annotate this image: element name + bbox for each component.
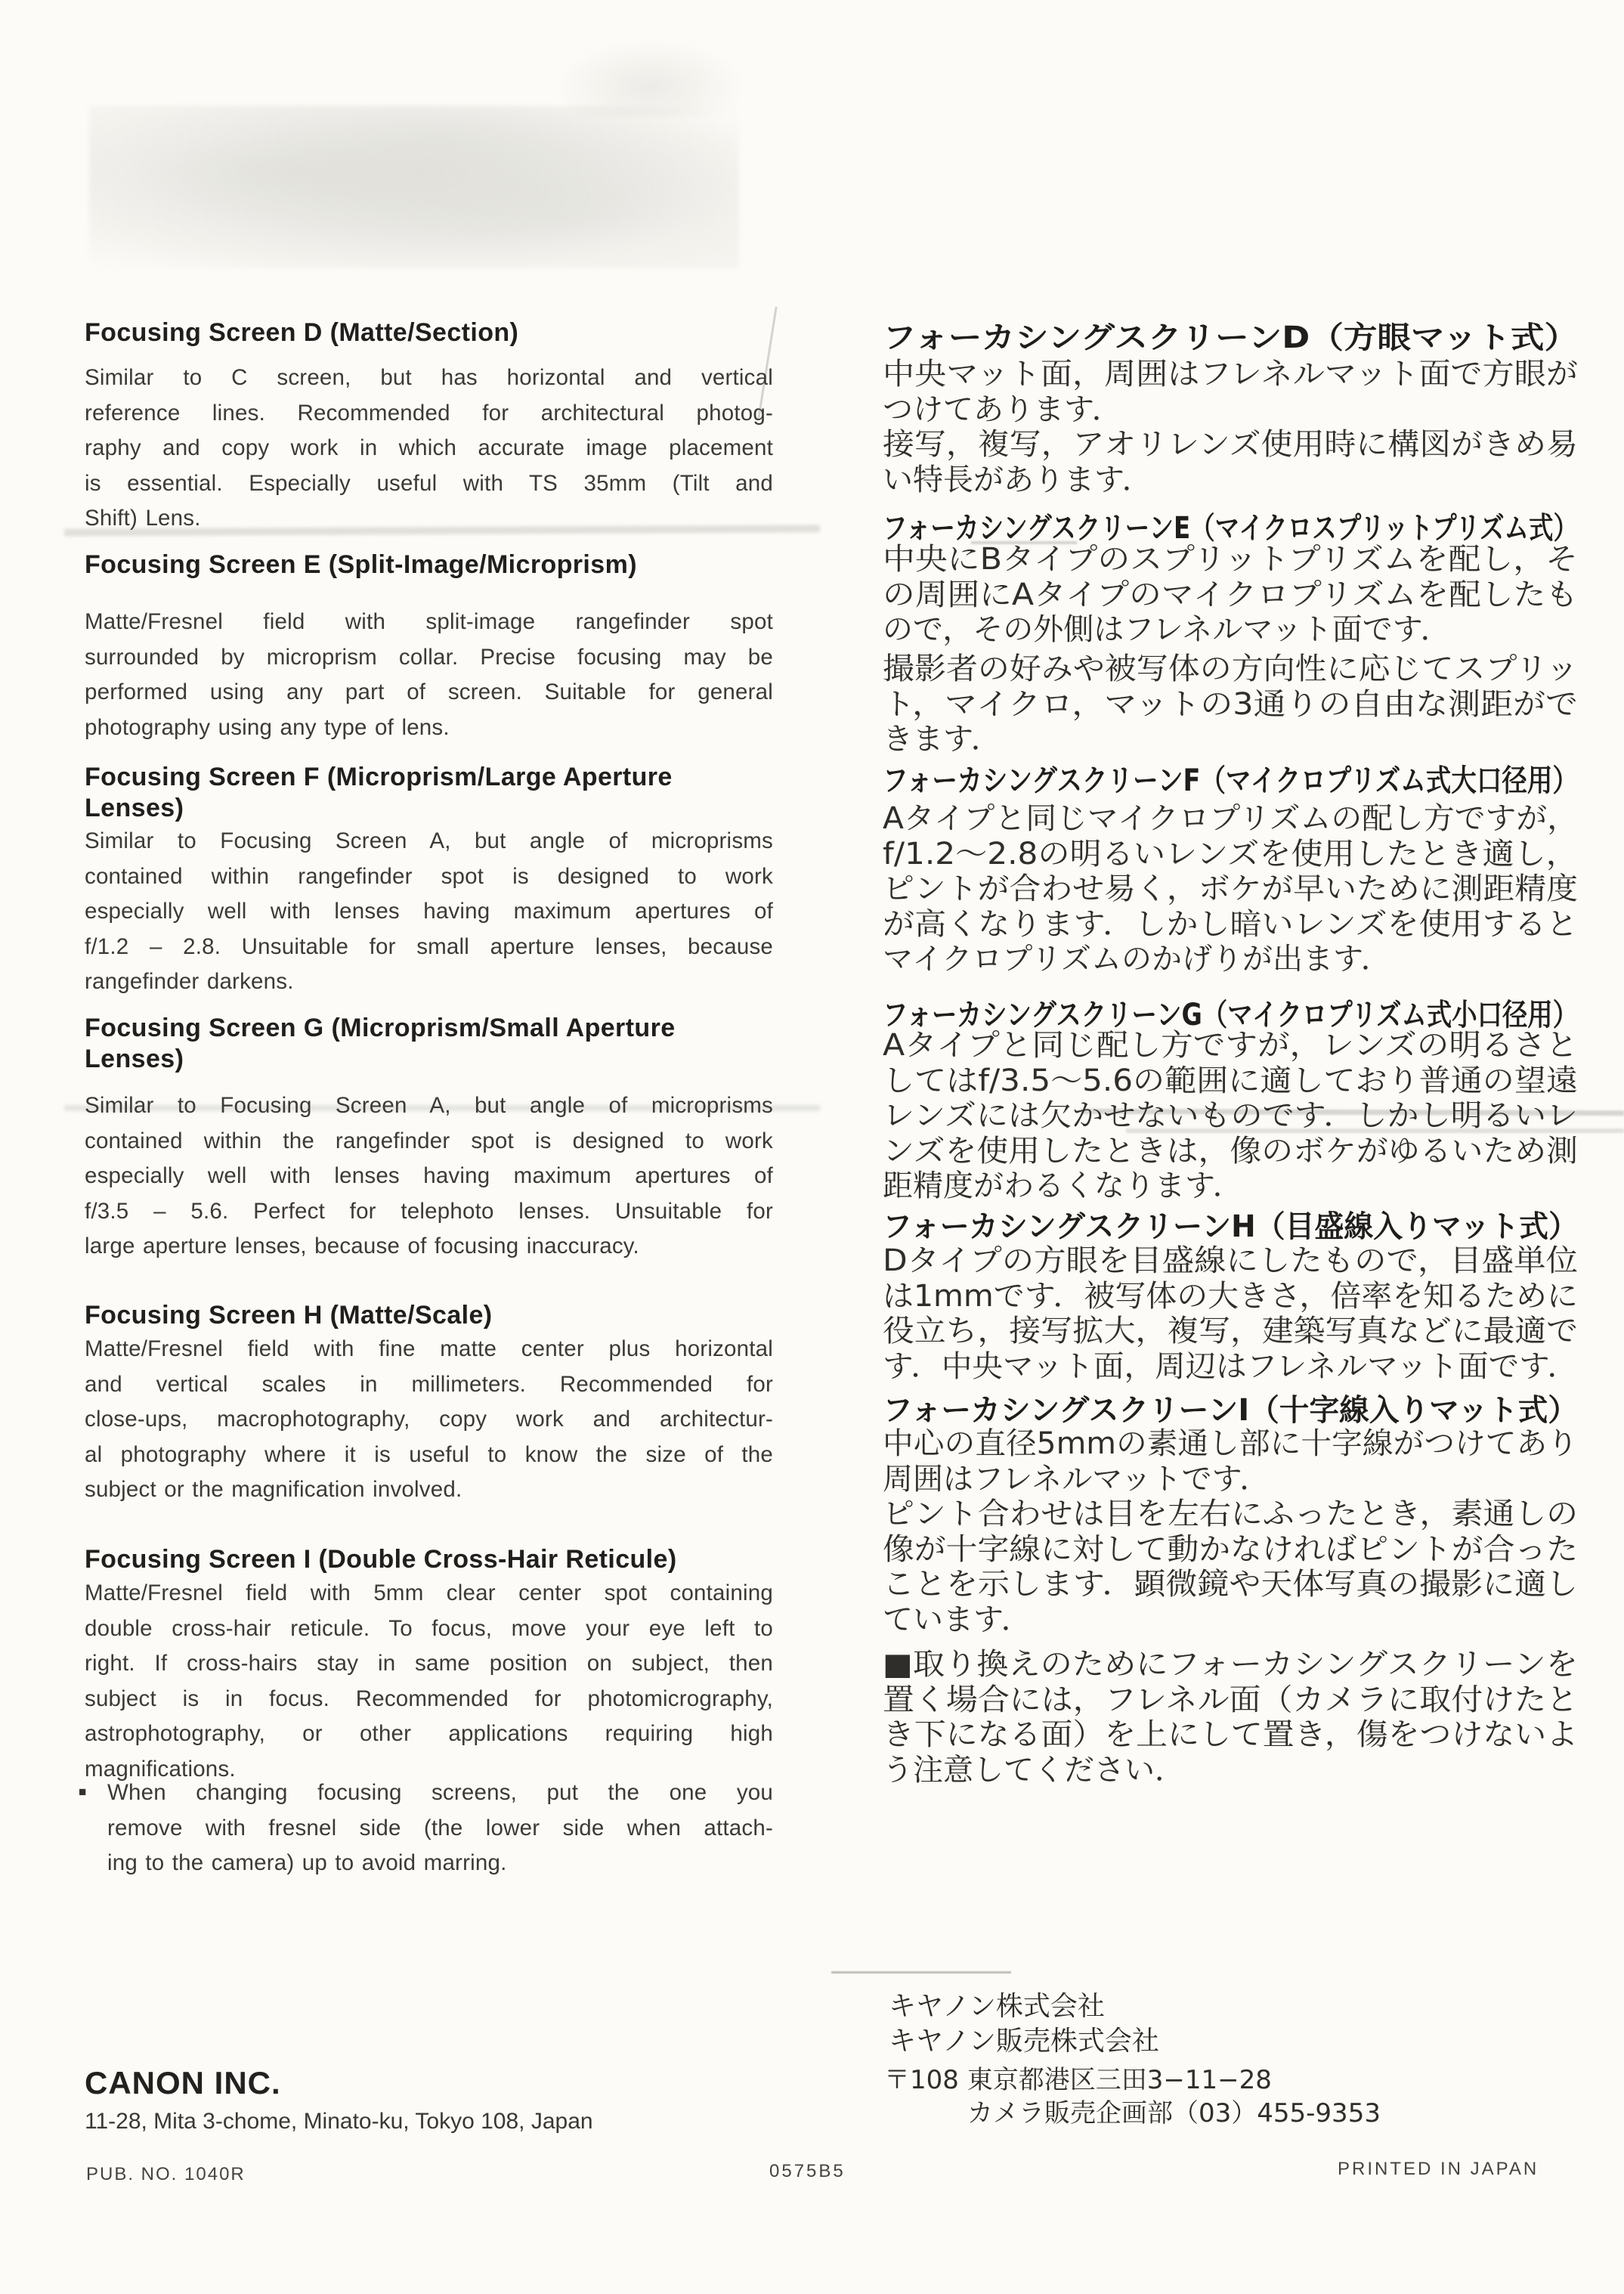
text-block (883, 801, 1578, 977)
text-block (85, 1088, 773, 1265)
text-line: f/3.5 – 5.6. Perfect for telephoto lenses. Unsuitable for (85, 1198, 773, 1224)
text-block (85, 550, 773, 580)
heading-line: フォーカシングスクリーンD（方眼マット式） (883, 320, 1579, 355)
jp-sales-company: キヤノン販売株式会社 (889, 2026, 1159, 2057)
text-line: は1mmです．被写体の大きさ，倍率を知るために (883, 1278, 1578, 1314)
text-line: rangefinder darkens. (85, 969, 294, 994)
text-line: 接写，複写，アオリレンズ使用時に構図がきめ易 (883, 427, 1578, 462)
text-block (85, 1576, 773, 1787)
text-block (85, 317, 773, 348)
text-line: is essential. Especially useful with TS 35mm (Tilt and (85, 470, 773, 496)
text-lines (883, 1426, 1578, 1497)
heading-line: フォーカシングスクリーンH（目盛線入りマット式） (883, 1209, 1578, 1244)
text-line: surrounded by microprism collar. Precise focusing may be (85, 644, 773, 670)
text-line: especially well with lenses having maximum apertures of (85, 899, 773, 924)
text-line: f/1.2〜2.8の明るいレンズを使用したとき適し， (883, 836, 1578, 871)
heading-line: Lenses) (85, 794, 184, 822)
text-line: 中央にBタイプのスプリットプリズムを配し，そ (883, 542, 1578, 577)
text-lines (883, 511, 1578, 546)
text-line: ト，マイクロ，マットの3通りの自由な測距がで (883, 686, 1578, 722)
text-block (85, 1300, 773, 1331)
text-lines (85, 762, 773, 824)
text-line: う注意してください． (883, 1752, 1185, 1788)
text-line: contained within rangefinder spot is designed to work (85, 863, 773, 889)
text-line: right. If cross-hairs stay in same position on subject, then (85, 1651, 773, 1676)
text-line: al photography where it is useful to know the size of the (85, 1441, 773, 1467)
text-lines (85, 1544, 773, 1575)
text-line: close-ups, macrophotography, copy work and architectur- (85, 1407, 773, 1432)
heading-line: Focusing Screen G (Microprism/Small Aperture (85, 1014, 676, 1042)
text-lines (883, 1393, 1578, 1428)
text-lines (883, 1243, 1578, 1384)
heading-line: Focusing Screen H (Matte/Scale) (85, 1301, 493, 1330)
text-line: 周囲はフレネルマットです． (883, 1461, 1270, 1497)
text-block (883, 652, 1578, 757)
text-block (85, 1332, 773, 1508)
text-line: When changing focusing screens, put the one you (107, 1780, 773, 1805)
text-lines (883, 801, 1578, 977)
jp-department-phone: カメラ販売企画部（03）455-9353 (967, 2098, 1381, 2128)
text-block (883, 1497, 1578, 1637)
text-lines (883, 652, 1578, 757)
heading-line: フォーカシングスクリーンE（マイクロスプリットプリズム式） (883, 511, 1578, 546)
text-line: レンズには欠かせないものです．しかし明るいレ (883, 1098, 1579, 1133)
heading-line: Focusing Screen D (Matte/Section) (85, 318, 519, 347)
text-lines (883, 1209, 1578, 1244)
text-lines (85, 1300, 773, 1331)
text-line: double cross-hair reticule. To focus, move your eye left to (85, 1615, 773, 1641)
text-line: 撮影者の好みや被写体の方向性に応じてスプリッ (883, 652, 1579, 686)
text-line: subject is in focus. Recommended for photomicrography, (85, 1686, 773, 1711)
publication-number: PUB. NO. 1040R (86, 2164, 246, 2184)
text-line: ので，その外側はフレネルマット面です． (883, 612, 1451, 647)
company-name: CANON INC. (85, 2065, 281, 2101)
text-line: Aタイプと同じ配し方ですが，レンズの明るさと (883, 1028, 1578, 1063)
text-block (883, 1028, 1578, 1204)
heading-line: Focusing Screen F (Microprism/Large Aperture (85, 763, 673, 791)
text-block (79, 1775, 773, 1881)
heading-line: Lenses) (85, 1045, 184, 1073)
text-lines (883, 1647, 1578, 1788)
text-line: 距精度がわるくなります． (883, 1169, 1243, 1203)
text-lines (85, 1576, 773, 1787)
printed-in-japan: PRINTED IN JAPAN (1338, 2159, 1539, 2179)
text-line: き下になる面）を上にして置き，傷をつけないよ (883, 1717, 1579, 1752)
text-line: マイクロプリズムのかげりが出ます． (883, 942, 1391, 977)
text-line: してはf/3.5〜5.6の範囲に適しており普通の望遠 (883, 1063, 1579, 1098)
text-line: raphy and copy work in which accurate image placement (85, 435, 773, 460)
text-line: Shift) Lens. (85, 506, 201, 531)
text-line: ピントが合わせ易く，ボケが早いために測距精度 (883, 871, 1578, 906)
text-block (85, 824, 773, 1000)
heading-line: フォーカシングスクリーンF（マイクロプリズム式大口径用） (883, 763, 1578, 798)
text-line: large aperture lenses, because of focusing inaccuracy. (85, 1234, 639, 1258)
text-line: ing to the camera) up to avoid marring. (107, 1850, 507, 1875)
text-block (85, 1544, 773, 1575)
note-bullet-icon: ■ (79, 1785, 87, 1799)
text-line: astrophotography, or other applications requiring high (85, 1721, 773, 1746)
jp-company-name: キヤノン株式会社 (889, 1991, 1105, 2022)
text-line: remove with fresnel side (the lower side when attach- (107, 1815, 773, 1840)
text-line: contained within the rangefinder spot is designed to work (85, 1128, 773, 1153)
text-block (883, 1209, 1578, 1244)
text-line: ■取り換えのためにフォーカシングスクリーンを (883, 1647, 1578, 1682)
heading-line: Focusing Screen E (Split-Image/Microprism) (85, 550, 637, 579)
text-lines (85, 1332, 773, 1508)
text-line: magnifications. (85, 1756, 236, 1782)
text-block (883, 357, 1578, 497)
text-block (85, 605, 773, 745)
print-code: 0575B5 (769, 2161, 846, 2181)
heading-line: フォーカシングスクリーンI（十字線入りマット式） (883, 1393, 1578, 1428)
english-column (79, 0, 773, 2294)
heading-line: Focusing Screen I (Double Cross-Hair Reticule) (85, 1545, 677, 1574)
text-lines (85, 1013, 773, 1075)
text-line: す．中央マット面，周辺はフレネルマット面です． (883, 1348, 1579, 1384)
text-line: f/1.2 – 2.8. Unsuitable for small aperture lenses, because (85, 933, 773, 959)
text-line: Matte/Fresnel field with 5mm clear center spot containing (85, 1580, 773, 1605)
text-line: Similar to C screen, but has horizontal and vertical (85, 365, 773, 390)
text-line: ことを示します．顕微鏡や天体写真の撮影に適し (883, 1567, 1579, 1602)
text-line: especially well with lenses having maximum apertures of (85, 1163, 773, 1188)
text-line: Similar to Focusing Screen A, but angle of microprisms (85, 1093, 773, 1118)
text-line: Matte/Fresnel field with fine matte center plus horizontal (85, 1336, 773, 1361)
text-line: 置く場合には，フレネル面（カメラに取付けたと (883, 1682, 1579, 1717)
text-line: が高くなります．しかし暗いレンズを使用すると (883, 906, 1579, 942)
text-line: ピント合わせは目を左右にふったとき，素通しの (883, 1497, 1579, 1531)
text-line: photography using any type of lens. (85, 714, 450, 740)
text-lines (85, 317, 773, 348)
text-block (883, 1647, 1578, 1788)
text-line: 中心の直径5mmの素通し部に十字線がつけてあり (883, 1426, 1579, 1461)
text-line: Dタイプの方眼を目盛線にしたもので，目盛単位 (883, 1243, 1579, 1278)
text-lines (883, 763, 1578, 798)
text-line: ンズを使用したときは，像のボケがゆるいため測 (883, 1133, 1579, 1169)
text-lines (85, 1088, 773, 1265)
text-block (883, 763, 1578, 798)
heading-line: フォーカシングスクリーンG（マイクロプリズム式小口径用） (883, 998, 1579, 1032)
text-lines (883, 1497, 1578, 1637)
text-line: Similar to Focusing Screen A, but angle of microprisms (85, 828, 773, 853)
text-lines (85, 361, 773, 537)
text-line: 役立ち，接写拡大，複写，建築写真などに最適で (883, 1314, 1579, 1348)
text-block (883, 542, 1578, 648)
text-block (85, 361, 773, 537)
text-lines (883, 320, 1578, 355)
text-line: performed using any part of screen. Suitable for general (85, 680, 773, 704)
text-line: ています． (883, 1602, 1032, 1637)
company-address: 11-28, Mita 3-chome, Minato-ku, Tokyo 108, Japan (85, 2109, 593, 2134)
text-line: 中央マット面，周囲はフレネルマット面で方眼が (883, 357, 1578, 392)
text-block (883, 320, 1578, 355)
text-line: Matte/Fresnel field with split-image rangefinder spot (85, 609, 773, 634)
text-block (85, 762, 773, 824)
text-block (85, 1013, 773, 1075)
text-lines (883, 1028, 1578, 1204)
text-line: subject or the magnification involved. (85, 1477, 462, 1502)
text-line: い特長があります． (883, 462, 1152, 497)
text-block (883, 511, 1578, 546)
text-line: reference lines. Recommended for architectural photog- (85, 400, 773, 426)
text-lines (85, 605, 773, 745)
japanese-column (883, 0, 1578, 2294)
text-lines (883, 357, 1578, 497)
text-line: きます． (883, 722, 1001, 757)
text-lines (883, 542, 1578, 648)
text-lines (107, 1775, 773, 1881)
text-line: and vertical scales in millimeters. Recommended for (85, 1371, 773, 1397)
text-lines (85, 824, 773, 1000)
text-block (883, 1426, 1578, 1497)
text-block (883, 1243, 1578, 1384)
jp-address: 〒108 東京都港区三田3−11−28 (884, 2065, 1272, 2095)
text-line: 像が十字線に対して動かなければピントが合った (883, 1531, 1579, 1567)
text-lines (85, 550, 773, 580)
text-line: Aタイプと同じマイクロプリズムの配し方ですが， (883, 801, 1579, 836)
text-line: つけてあります． (883, 392, 1122, 427)
text-line: の周囲にAタイプのマイクロプリズムを配したも (883, 577, 1579, 612)
text-block (883, 1393, 1578, 1428)
